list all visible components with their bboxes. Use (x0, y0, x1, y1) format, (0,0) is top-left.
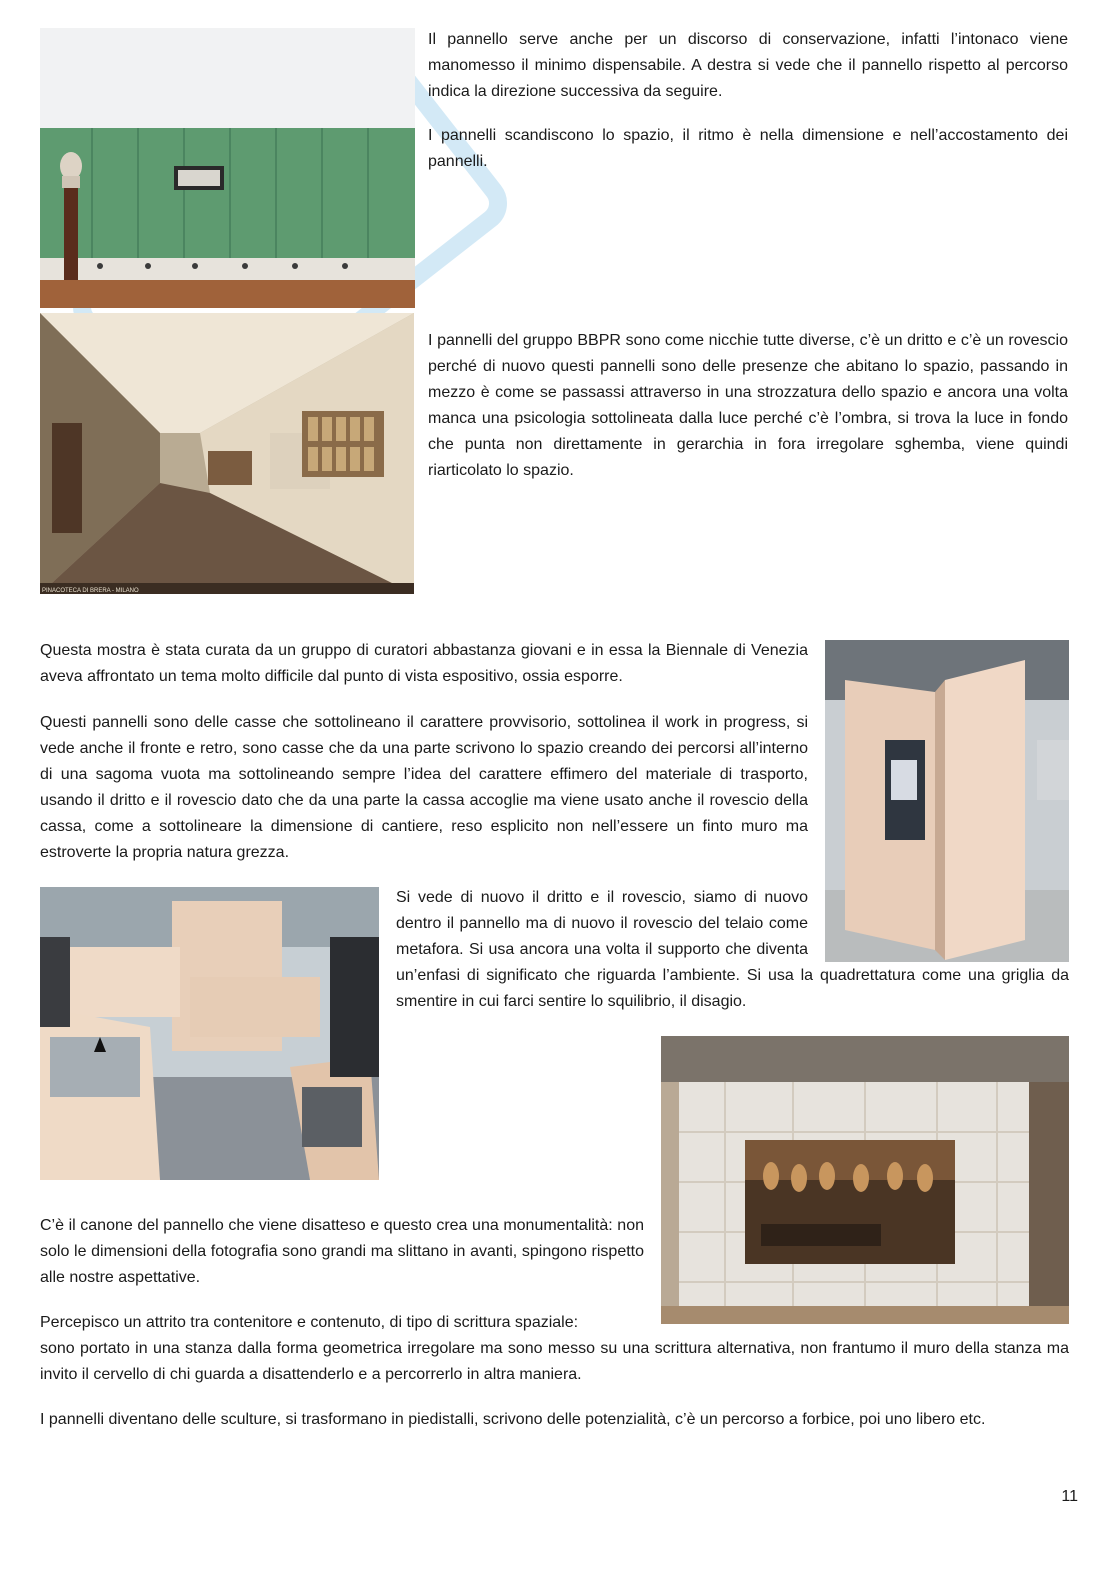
photo-violin-workshop-installation (661, 1036, 1069, 1324)
brera-caption: PINACOTECA DI BRERA - MILANO (42, 588, 139, 594)
paragraph-rhythm: I pannelli scandiscono lo spazio, il ritmo è nella dimensione e nell’accostamento dei pannelli. (428, 127, 1068, 170)
page-number: 11 (1061, 1488, 1078, 1505)
paragraph-crates: Questi pannelli sono delle casse che sottolineano il carattere provvisorio, sottolinea il work in progress, si vede anche il fronte e retro, sono casse che da una parte scrivono lo spazio creando dei percorsi all’interno di una sagoma vuota ma sottolineando sempre l’idea del carattere effimero del materiale di trasporto, usando il dritto e il rovescio dato che da una parte la cassa accoglie ma viene usato anche il rovescio della cassa, come a sottolineare la dimensione di cantiere, reso esplicito non nell’essere un finto muro ma estroverte la propria natura grezza. (40, 714, 808, 861)
photo-brera-gallery (40, 313, 414, 594)
paragraph-dritto-rovescio (396, 885, 1069, 1015)
photo-green-wall-panels (40, 28, 415, 308)
paragraph-attrito: sono portato in una stanza dalla forma geometrica irregolare ma sono messo su una scrittura alternativa, non frantumo il muro della stanza ma invito il cervello di chi guarda a disattenderlo e a percorrerlo in altra maniera. (40, 1340, 1069, 1383)
paragraph-bbpr: I pannelli del gruppo BBPR sono come nicchie tutte diverse, c’è un dritto e c’è un rovescio perché di nuovo questi pannelli sono delle presenze che abitano lo spazio, passando in mezzo è come se passassi attraverso in una strozzatura dello spazio e ancora una volta manca una psicologia sottolineata dalla luce perché c’è l’ombra, si trova la luce in fondo che punta non direttamente in gerarchia in fora irregolare sghemba, viene quindi riarticolato lo spazio. (428, 332, 1068, 479)
paragraph-sculture: I pannelli diventano delle sculture, si trasformano in piedistalli, scrivono delle potenzialità, c’è un percorso a forbice, poi uno libero etc. (40, 1411, 986, 1428)
paragraph-conservation: Il pannello serve anche per un discorso di conservazione, infatti l’intonaco viene manomesso il minimo dispensabile. A destra si vede che il pannello rispetto al percorso indica la direzione successiva da seguire. (428, 31, 1068, 100)
paragraph-attrito-line1: Percepisco un attrito tra contenitore e contenuto, di tipo di scrittura spaziale: (40, 1314, 579, 1331)
paragraph-biennale: Questa mostra è stata curata da un gruppo di curatori abbastanza giovani e in essa la Biennale di Venezia aveva affrontato un tema molto difficile dal punto di vista espositivo, ossia esporre. (40, 642, 808, 685)
paragraph-dritto-rovescio-text: Si vede di nuovo il dritto e il rovescio, siamo di nuovo dentro il pannello ma di nuovo il rovescio del telaio come metafora. Si usa ancora una volta il supporto che diventa un’enfasi di significato che riguarda l’ambiente. Si usa la quadrettatura come una griglia da smentire in cui farci sentire lo squilibrio, il disagio. (396, 889, 1069, 1010)
photo-biennale-room-crates (40, 887, 379, 1180)
paragraph-canone: C’è il canone del pannello che viene disatteso e questo crea una monumentalità: non solo le dimensioni della fotografia sono grandi ma slittano in avanti, spingono rispetto alle nostre aspettative. (40, 1217, 644, 1286)
